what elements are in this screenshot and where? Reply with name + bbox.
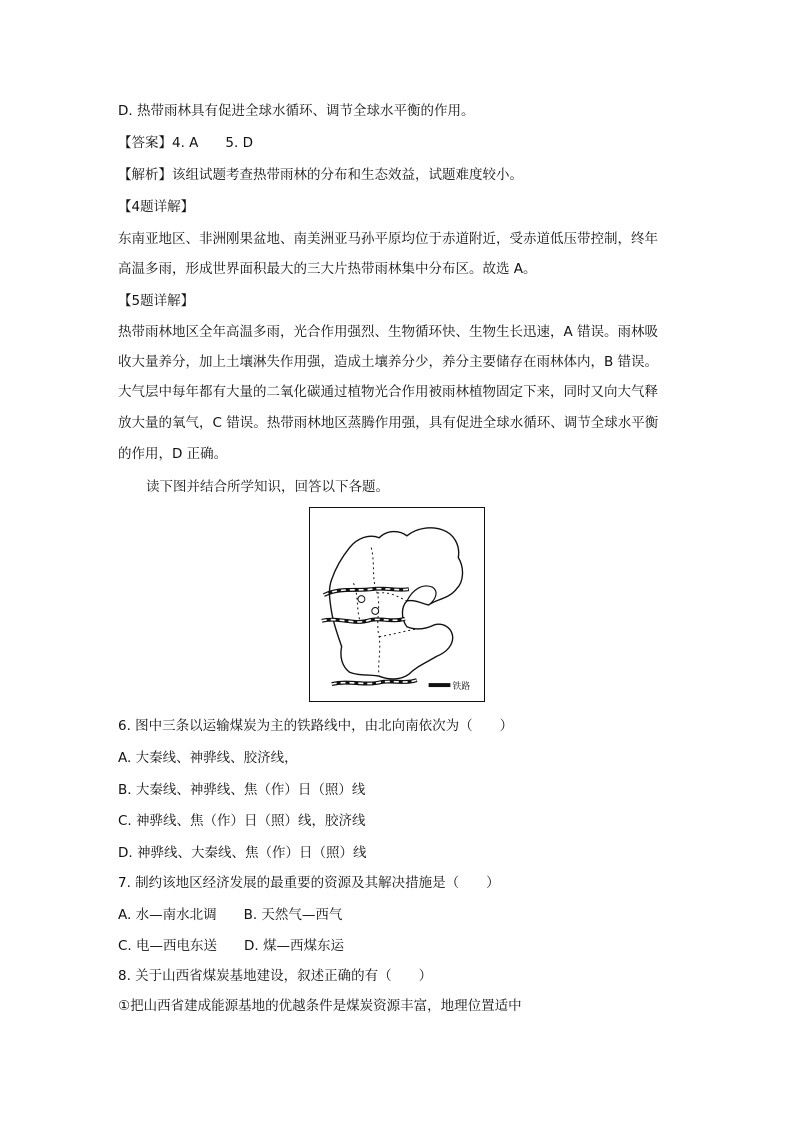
answer-line: 【答案】4. A 5. D bbox=[118, 135, 253, 151]
province-boundary bbox=[379, 629, 419, 637]
q5-detail-heading: 【5题详解】 bbox=[118, 293, 195, 309]
question-6: 6. 图中三条以运输煤炭为主的铁路线中，由北向南依次为（ ） bbox=[118, 718, 514, 734]
city-marker bbox=[372, 607, 379, 614]
region-map bbox=[310, 508, 484, 701]
option-d-text: D. 热带雨林具有促进全球水循环、调节全球水平衡的作用。 bbox=[118, 103, 475, 119]
question-8: 8. 关于山西省煤炭基地建设，叙述正确的有（ ） bbox=[118, 968, 433, 984]
region-outline bbox=[329, 528, 462, 679]
q4-detail-text: 东南亚地区、非洲刚果盆地、南美洲亚马孙平原均位于赤道附近，受赤道低压带控制，终年 bbox=[118, 231, 658, 247]
question-7: 7. 制约该地区经济发展的最重要的资源及其解决措施是（ ） bbox=[118, 875, 500, 891]
q5-detail-text: 收大量养分，加上土壤淋失作用强，造成土壤养分少，养分主要储存在雨林体内，B 错误。 bbox=[118, 354, 659, 370]
province-boundary bbox=[377, 593, 407, 601]
q5-detail-text: 大气层中每年都有大量的二氧化碳通过植物光合作用被雨林植物固定下来，同时又向大气释 bbox=[118, 384, 658, 400]
q4-detail-text: 高温多雨，形成世界面积最大的三大片热带雨林集中分布区。故选 A。 bbox=[118, 261, 537, 277]
q5-detail-text: 热带雨林地区全年高温多雨，光合作用强烈、生物循环快、生物生长迅速，A 错误。雨林吸 bbox=[118, 324, 659, 340]
analysis-line: 【解析】该组试题考查热带雨林的分布和生态效益，试题难度较小。 bbox=[118, 167, 523, 183]
region-map-figure bbox=[309, 507, 485, 702]
question-6-option-a: A. 大秦线、神骅线、胶济线， bbox=[118, 750, 298, 766]
question-7-options-cd: C. 电—西电东送 D. 煤—西煤东运 bbox=[118, 938, 344, 954]
q4-detail-heading: 【4题详解】 bbox=[118, 199, 195, 215]
question-6-option-c: C. 神骅线、焦（作）日（照）线，胶济线 bbox=[118, 813, 366, 829]
legend-label: 铁路 bbox=[452, 682, 471, 693]
q5-detail-text: 的作用，D 正确。 bbox=[118, 446, 228, 462]
question-6-option-d: D. 神骅线、大秦线、焦（作）日（照）线 bbox=[118, 845, 367, 861]
question-7-options-ab: A. 水—南水北调 B. 天然气—西气 bbox=[118, 907, 343, 923]
q5-detail-text: 放大量的氧气，C 错误。热带雨林地区蒸腾作用强，具有促进全球水循环、调节全球水平衡 bbox=[118, 415, 659, 431]
railway-legend-icon bbox=[429, 683, 451, 687]
question-8-statement-1: ①把山西省建成能源基地的优越条件是煤炭资源丰富，地理位置适中 bbox=[118, 998, 522, 1014]
map-instruction: 读下图并结合所学知识，回答以下各题。 bbox=[146, 479, 389, 495]
city-marker bbox=[358, 596, 365, 603]
question-6-option-b: B. 大秦线、神骅线、焦（作）日（照）线 bbox=[118, 782, 366, 798]
